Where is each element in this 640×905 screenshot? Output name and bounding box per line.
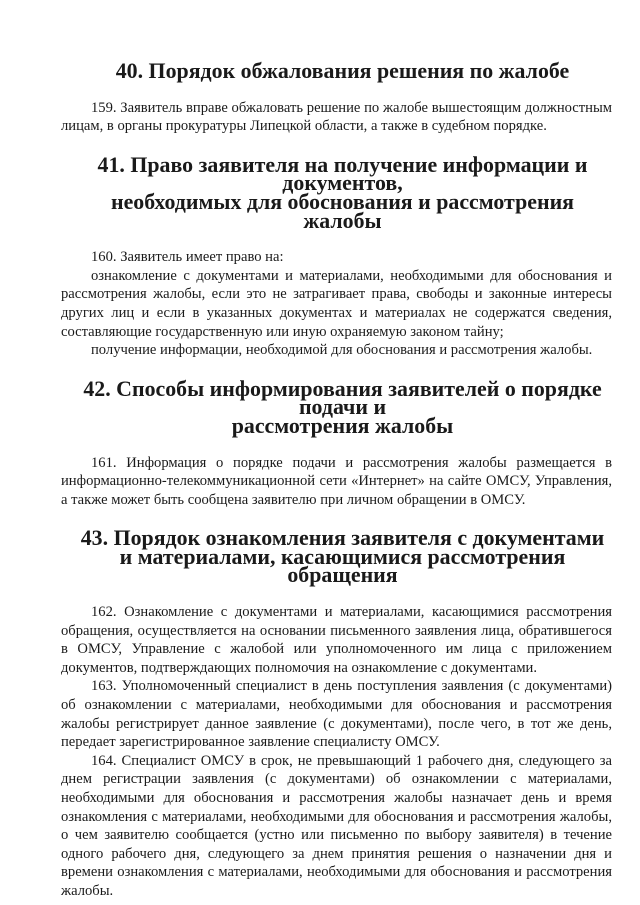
section-heading	[61, 525, 612, 588]
section-42	[61, 375, 612, 510]
section-heading	[61, 58, 612, 83]
section-43	[61, 525, 612, 900]
heading-line: 41. Право заявителя на получение информации и документов,	[97, 151, 588, 196]
heading-line: рассмотрения жалобы	[231, 412, 454, 438]
paragraph-160-item-1: ознакомление с документами и материалами, необходимыми для обоснования и рассмотрения жалобы, если это не затрагивает права, свободы и законные интересы других лиц и если в указанных документах и материалах не содержатся сведения, составляющие государственную или иную охраняемую законом тайну;	[61, 267, 612, 340]
paragraph-159: 159. Заявитель вправе обжаловать решение по жалобе вышестоящим должностным лицам, в органы прокуратуры Липецкой области, а также в судебном порядке.	[61, 99, 612, 135]
heading-line: и материалами, касающимися рассмотрения обращения	[119, 543, 566, 588]
paragraph-163: 163. Уполномоченный специалист в день поступления заявления (с документами) об ознакомлении с материалами, необходимыми для обоснования и рассмотрения жалобы регистрирует данное заявление (с документами), после чего, в тот же день, передает зарегистрированное заявление специалисту ОМСУ.	[61, 678, 612, 751]
section-40	[61, 58, 612, 136]
paragraph-160: 160. Заявитель имеет право на:	[91, 249, 284, 266]
heading-line: 42. Способы информирования заявителей о порядке подачи и	[83, 375, 602, 420]
paragraph-164: 164. Специалист ОМСУ в срок, не превышающий 1 рабочего дня, следующего за днем регистрации заявления (с документами) об ознакомлении с материалами, необходимыми для обоснования и рассмотрения жалобы назначает день и время ознакомления с материалами, необходимыми для обоснования и рассмотрения жалобы, о чем заявителю сообщается (устно или письменно по выбору заявителя) в течение одного рабочего дня, следующего за днем принятия решения о назначении дня и времени ознакомления с материалами, необходимыми для обоснования и рассмотрения жалобы.	[61, 752, 612, 899]
heading-line: необходимых для обоснования и рассмотрения жалобы	[110, 188, 575, 233]
heading-line: 43. Порядок ознакомления заявителя с документами	[80, 525, 605, 551]
paragraph-160-item-2: получение информации, необходимой для обоснования и рассмотрения жалобы.	[91, 342, 593, 359]
section-heading	[61, 375, 612, 438]
paragraph-161: 161. Информация о порядке подачи и рассмотрения жалобы размещается в информационно-телекоммуникационной сети «Интернет» на сайте ОМСУ, Управления, а также может быть сообщена заявителю при личном обращении в ОМСУ.	[61, 454, 612, 508]
paragraph-162: 162. Ознакомление с документами и материалами, касающимися рассмотрения обращения, осуществляется на основании письменного заявления лица, обратившегося в ОМСУ, Управление с жалобой или уполномоченного им лица с приложением документов, подтверждающих полномочия на ознакомление с документами.	[61, 604, 612, 676]
heading-line: 40. Порядок обжалования решения по жалобе	[115, 58, 570, 83]
section-heading	[61, 151, 612, 233]
section-41	[61, 151, 612, 360]
